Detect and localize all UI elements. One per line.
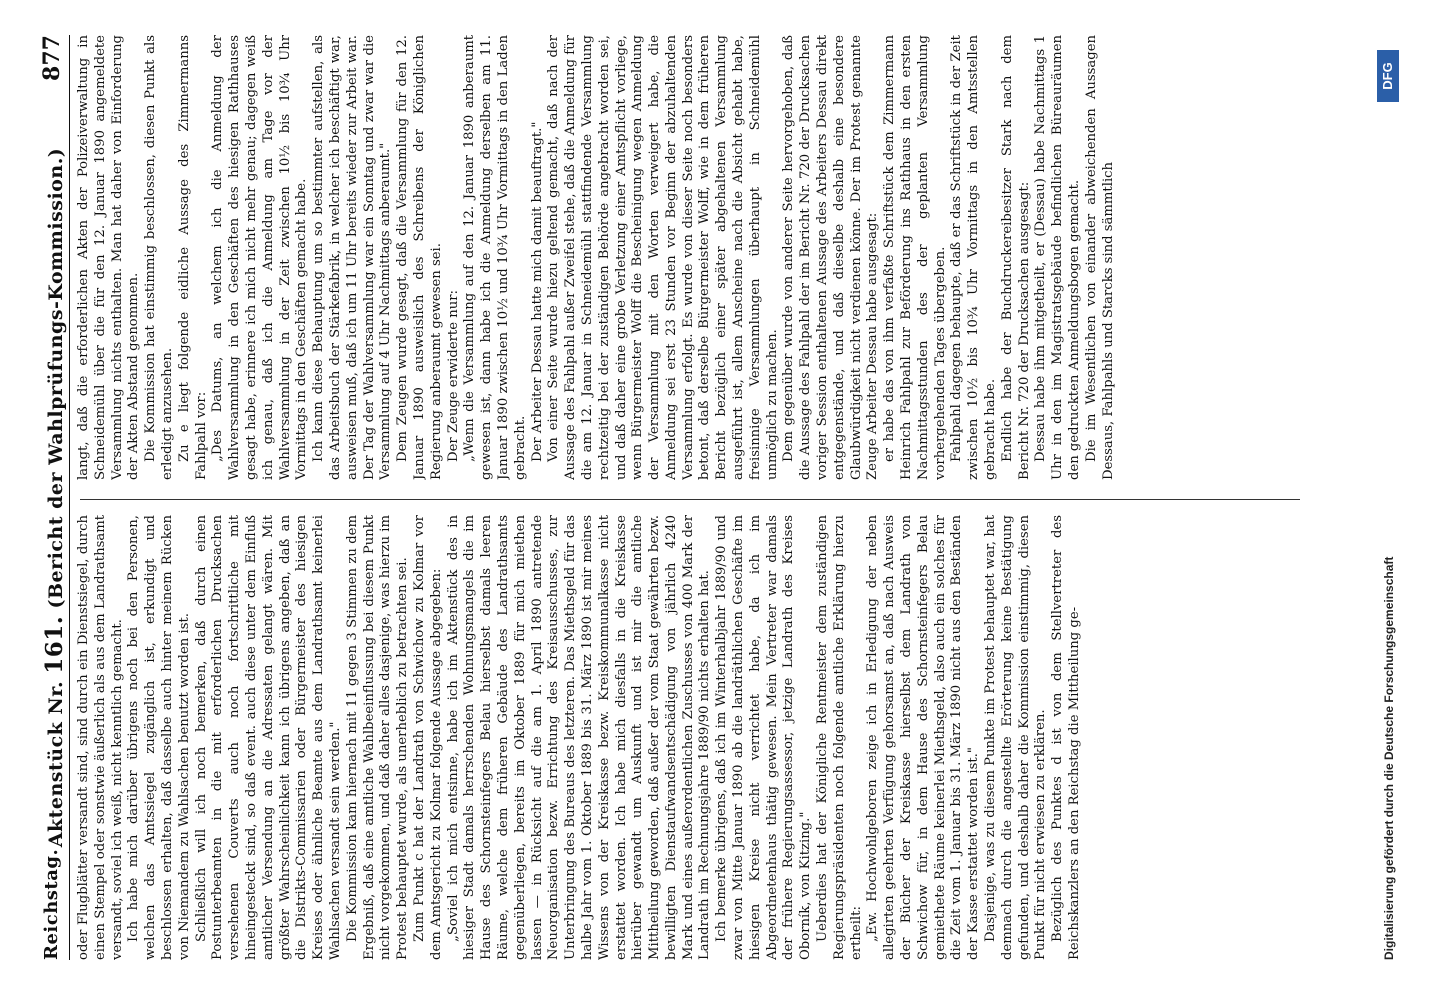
paragraph: Die Kommission hat einstimmig beschlossen, diesen Punkt als erledigt anzusehen. — [143, 35, 175, 480]
dfg-logo: DFG — [1377, 50, 1399, 102]
header-document-number: 161. — [41, 615, 68, 674]
paragraph: Der Arbeiter Dessau hatte mich damit beauftragt." — [529, 121, 545, 462]
paragraph: Schließlich will ich noch bemerken, daß durch einen Postunterbeamten in die mit erforderlichen Drucksachen versehenen Couverts auch noch fortschrittliche mit hineingesteckt sind, so daß event. auch diese unter dem Einfluß amtlicher Versendung an die Adressaten gelangt wären. Mit größter Wahrscheinlichkeit kann ich übrigens angeben, daß an die Distrikts-Commissarien oder Bürgermeister des hiesigen Kreises oder ähnliche Beamte aus dem Landrathsamt keinerlei Wahlsachen versandt sein werden." — [193, 515, 343, 960]
paragraph: Ich habe mich darüber übrigens noch bei den Personen, welchen das Amtssiegel zugänglich ist, erkundigt und beschlossen erhalten, daß dasselbe auch hinter meinem Rücken von Niemandem zu Wahlsachen benutzt worden ist. — [126, 515, 192, 960]
paragraph: Dasjenige, was zu diesem Punkte im Protest behauptet war, hat demnach durch die angestellte Erörterung keine Bestätigung gefunden, und deshalb daher die Kommission einstimmig, diesen Punkt für nicht erwiesen zu erklären. — [983, 515, 1049, 960]
paragraph: Ueberdies hat der Königliche Rentmeister dem zuständigen Regierungspräsidenten noch folgende amtliche Erklärung hierzu ertheilt: — [815, 515, 864, 960]
paragraph: Zum Punkt c hat der Landrath von Schwichow zu Kolmar vor dem Amtsgericht zu Kolmar folgende Aussage abgegeben: — [411, 515, 444, 960]
paragraph: langt, daß die erforderlichen Akten der Polizeiverwaltung in Schneidemühl über die für den 12. Januar 1890 angemeldete Versammlung nichts enthalten. Man hat daher von Einforderung der Akten Abstand genommen. — [76, 35, 142, 480]
page-header — [35, 35, 70, 960]
header-title-suffix: (Bericht der Wahlprüfungs-Kommission.) — [45, 147, 67, 609]
text-column-left — [76, 515, 1304, 960]
paragraph: Ich kann diese Behauptung um so bestimmter aufstellen, als das Arbeitsbuch der Stärkefabrik, in welcher ich beschäftigt war, ausweisen muß, daß ich um 11 Uhr bereits wieder zur Arbeit war. Der Tag der Wahlversammlung war ein Sonntag und zwar war die Versammlung auf 4 Uhr Nachmittags anberaumt." — [311, 35, 394, 480]
paragraph: Dessau habe ihm mitgetheilt, er (Dessau) habe Nachmittags 1 Uhr in den im Magistratsgebäude befindlichen Büreauräumen den gedruckten Anmeldungsbogen gemacht. — [1033, 35, 1083, 480]
paragraph: „Ew. Hochwohlgeboren zeige ich in Erledigung der neben allegirten geehrten Verfügung gehorsamst an, daß nach Ausweis der Bücher der Kreiskasse hierselbst dem Landrath von Schwichow für, in dem Hause des Schornsteinfegers Belau gemiethete Räume keinerlei Miethsgeld, also auch ein solches für die Zeit vom 1. Januar bis 31. März 1890 nicht aus den Beständen der Kasse erstattet worden ist." — [865, 515, 982, 960]
paragraph: Fahlpahl dagegen behaupte, daß er das Schriftstück in der Zeit zwischen 10½ bis 10¾ Uhr Vormittags in den Amtsstellen gebracht habe. — [949, 35, 999, 480]
paragraph: Ich bemerke übrigens, daß ich im Winterhalbjahr 1889/90 und zwar von Mitte Januar 1890 ab die landräthlichen Geschäfte im hiesigen Kreise nicht verrichtet habe, da ich im Abgeordnetenhaus thätig gewesen. Mein Vertreter war damals der frühere Regierungsassessor, jetzige Landrath des Kreises Oborník, von Kitzing." — [714, 515, 814, 960]
paragraph: Dem gegenüber wurde von anderer Seite hervorgehoben, daß die Aussage des Fahlpahl der im Bericht Nr. 720 der Drucksachen voriger Session enthaltenen Aussage des Arbeiters Dessau direkt entgegenstände, und daß dieselbe deshalb eine besondere Glaubwürdigkeit nicht verdienen könne. Der im Protest genannte Zeuge Arbeiter Dessau habe ausgesagt: — [781, 35, 881, 480]
digitization-credit — [1360, 0, 1420, 1000]
header-reichstag: Reichstag. — [41, 848, 62, 960]
header-title-prefix: Aktenstück Nr. — [45, 680, 67, 848]
paragraph: Bezüglich des Punktes d ist von dem Stellvertreter des Reichskanzlers an den Reichstag die Mittheilung ge- — [1050, 515, 1083, 960]
page-number: 877 — [39, 35, 65, 81]
paragraph: Zu e liegt folgende eidliche Aussage des Zimmermanns Fahlpahl vor: — [176, 35, 209, 480]
paragraph: Dem Zeugen wurde gesagt, daß die Versammlung für den 12. Januar 1890 ausweislich des Schreibens der Königlichen Regierung anberaumt gewesen sei. — [395, 35, 444, 480]
paragraph: Der Zeuge erwiderte nur: — [445, 290, 461, 462]
text-column-right — [76, 35, 1304, 480]
header-title — [41, 35, 68, 960]
paragraph: Endlich habe der Buchdruckereibesitzer Stark nach dem Bericht Nr. 720 der Drucksachen ausgesagt: — [999, 35, 1032, 480]
credit-text: Digitalisierung gefördert durch die Deutsche Forschungsgemeinschaft — [1382, 556, 1396, 960]
paragraph: „Soviel ich mich entsinne, habe ich im Aktenstück des in hiesiger Stadt damals herrschenden Wohnungsmangels die im Hause des Schornsteinfegers Belau hierselbst damals leeren Räume, welche dem früheren Gebäude des Landrathsamts gegenüberliegen, bereits im Oktober 1889 für mich miethen lassen — in Rücksicht auf die am 1. April 1890 antretende Neuorganisation bezw. Errichtung des Kreisausschusses, zur Unterbringung des Bureaus des letzteren. Das Miethsgeld für das halbe Jahr vom 1. Oktober 1889 bis 31. März 1890 ist mir meines Wissens von der Kreiskasse bezw. Kreiskommunalkasse nicht erstattet worden. Ich habe mich diesfalls in die Kreiskasse hierüber gewandt um Auskunft und ist mir die amtliche Mittheilung geworden, daß außer der vom Staat gewährten bezw. bewilligten Dienstaufwandsentschädigung von jährlich 4240 Mark und eines außerordentlichen Zuschusses von 400 Mark der Landrath im Rechnungsjahre 1889/90 nichts erhalten hat. — [445, 515, 713, 960]
paragraph: Die Kommission kam hiernach mit 11 gegen 3 Stimmen zu dem Ergebniß, daß eine amtliche Wahlbeeinflussung bei diesem Punkt nicht vorgekommen, und daß daher alles dasjenige, was hierzu im Protest behauptet wurde, als unerheblich zu betrachten sei. — [344, 515, 411, 960]
paragraph: Die im Wesentlichen von einander abweichenden Aussagen Dessaus, Fahlpahls und Starcks sind sämmtlich — [1083, 35, 1116, 480]
paragraph: oder Flugblätter versandt sind, sind durch ein Dienstsiegel, durch einen Stempel oder sonstwie äußerlich als aus dem Landrathsamt versandt, soviel ich weiß, nicht kenntlich gemacht. — [76, 515, 125, 960]
paragraph: Von einer Seite wurde hiezu geltend gemacht, daß nach der Aussage des Fahlpahl außer Zweifel stehe, daß die Anmeldung für die am 12. Januar in Schneidemühl stattfindende Versammlung rechtzeitig bei der zuständigen Behörde angebracht worden sei, und daß daher eine grobe Verletzung einer Amtspflicht vorliege, wenn Bürgermeister Wolff die Bescheinigung wegen Anmeldung der Versammlung mit den Worten verweigert habe, die Anmeldung sei erst 23 Stunden vor Beginn der abzuhaltenden Versammlung erfolgt. Es wurde von dieser Seite noch besonders betont, daß derselbe Bürgermeister Wolff, wie in dem früheren Bericht bezüglich einer später abgehaltenen Versammlung ausgeführt ist, allem Anscheine nach die Absicht gehabt habe, freisinnige Versammlungen überhaupt in Schneidemühl unmöglich zu machen. — [546, 35, 780, 480]
paragraph: „Des Datums, an welchem ich die Anmeldung der Wahlversammlung in den Geschäften des hiesigen Rathhauses gesagt habe, erinnere ich mich nicht mehr genau; dagegen weiß ich genau, daß ich die Anmeldung am Tage vor der Wahlversammlung in der Zeit zwischen 10½ bis 10¾ Uhr Vormittags in den Geschäften gemacht habe. — [210, 35, 310, 480]
paragraph: er habe das von ihm verfaßte Schriftstück dem Zimmermann Heinrich Fahlpahl zur Beförderung ins Rathhaus in den ersten Nachmittagsstunden des der geplanten Versammlung vorhergehenden Tages übergeben. — [882, 35, 948, 480]
column-divider — [80, 499, 1300, 500]
paragraph: „Wenn die Versammlung auf den 12. Januar 1890 anberaumt gewesen ist, dann habe ich die Anmeldung derselben am 11. Januar 1890 zwischen 10½ und 10¾ Uhr Vormittags in den Laden gebracht. — [462, 35, 528, 480]
